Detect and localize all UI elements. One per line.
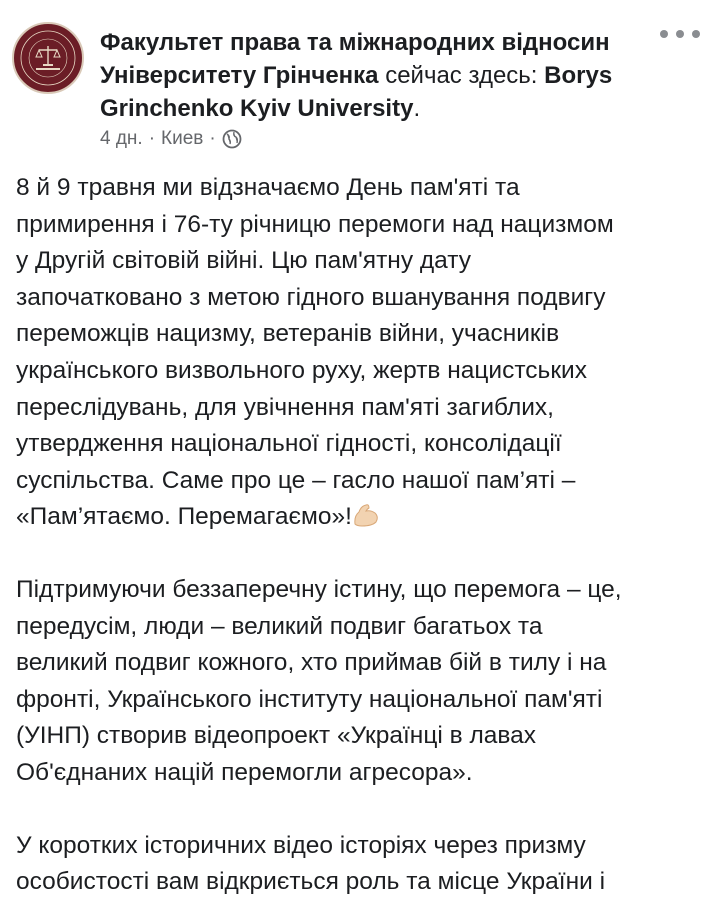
post-meta	[100, 128, 242, 150]
text-line: у Другій світовій війні. Цю пам'ятну дату	[16, 247, 472, 275]
more-options-icon[interactable]	[660, 22, 700, 46]
dot-icon	[676, 30, 684, 38]
text-line: переможців нацизму, ветеранів війни, учасників	[16, 320, 560, 348]
text-line: утвердження національної гідності, консолідації	[16, 430, 562, 458]
globe-icon[interactable]	[222, 129, 242, 149]
text-line: передусім, люди – великий подвиг багатьох та	[16, 612, 543, 640]
text-line: фронті, Українського інституту національної пам'яті	[16, 685, 603, 713]
avatar-image	[14, 24, 82, 92]
dot-icon	[692, 30, 700, 38]
period: .	[413, 95, 421, 122]
text-line: Підтримуючи беззаперечну істину, що перемога – це,	[16, 575, 622, 603]
text-line: великий подвиг кожного, хто приймав бій в тилу і на	[16, 649, 607, 677]
text-line: примирення і 76-ту річницю перемоги над нацизмом	[16, 210, 614, 238]
faculty-logo-icon[interactable]	[12, 22, 84, 94]
location-link[interactable]: Киев	[161, 128, 204, 149]
post-header	[0, 0, 713, 160]
text-line: суспільства. Саме про це – гасло нашої пам’яті –	[16, 466, 576, 494]
flexed-biceps-icon	[352, 502, 380, 528]
timestamp[interactable]: 4 дн.	[100, 128, 143, 149]
text-line: переслідувань, для увічнення пам'яті загиблих,	[16, 393, 554, 421]
text-line: Об'єднаних націй перемогли агресора».	[16, 758, 473, 786]
text-line: 8 й 9 травня ми відзначаємо День пам'яті та	[16, 174, 520, 201]
place-link[interactable]: Borys Grinchenko Kyiv University	[100, 62, 613, 122]
paragraph-1	[16, 170, 706, 536]
text-line: У коротких історичних відео історіях через призму	[16, 831, 586, 859]
text-line: започатковано з метою гідного вшанування подвигу	[16, 283, 606, 311]
paragraph-2	[16, 572, 706, 792]
text-line: особистості вам відкриється роль та місце України і	[16, 868, 606, 896]
author-name[interactable]: Факультет права та міжнародних відносин Університету Грінченка	[100, 29, 610, 89]
dot-icon	[660, 30, 668, 38]
post-title	[100, 26, 640, 125]
separator: ·	[148, 128, 156, 149]
post-body	[16, 170, 706, 901]
separator: ·	[209, 128, 216, 149]
text-line: (УІНП) створив відеопроект «Українці в лавах	[16, 722, 536, 750]
action-text: сейчас здесь:	[385, 62, 538, 89]
text-line: «Пам’ятаємо. Перемагаємо»!	[16, 503, 352, 531]
paragraph-3	[16, 828, 706, 901]
text-line: українського визвольного руху, жертв нацистських	[16, 356, 587, 384]
